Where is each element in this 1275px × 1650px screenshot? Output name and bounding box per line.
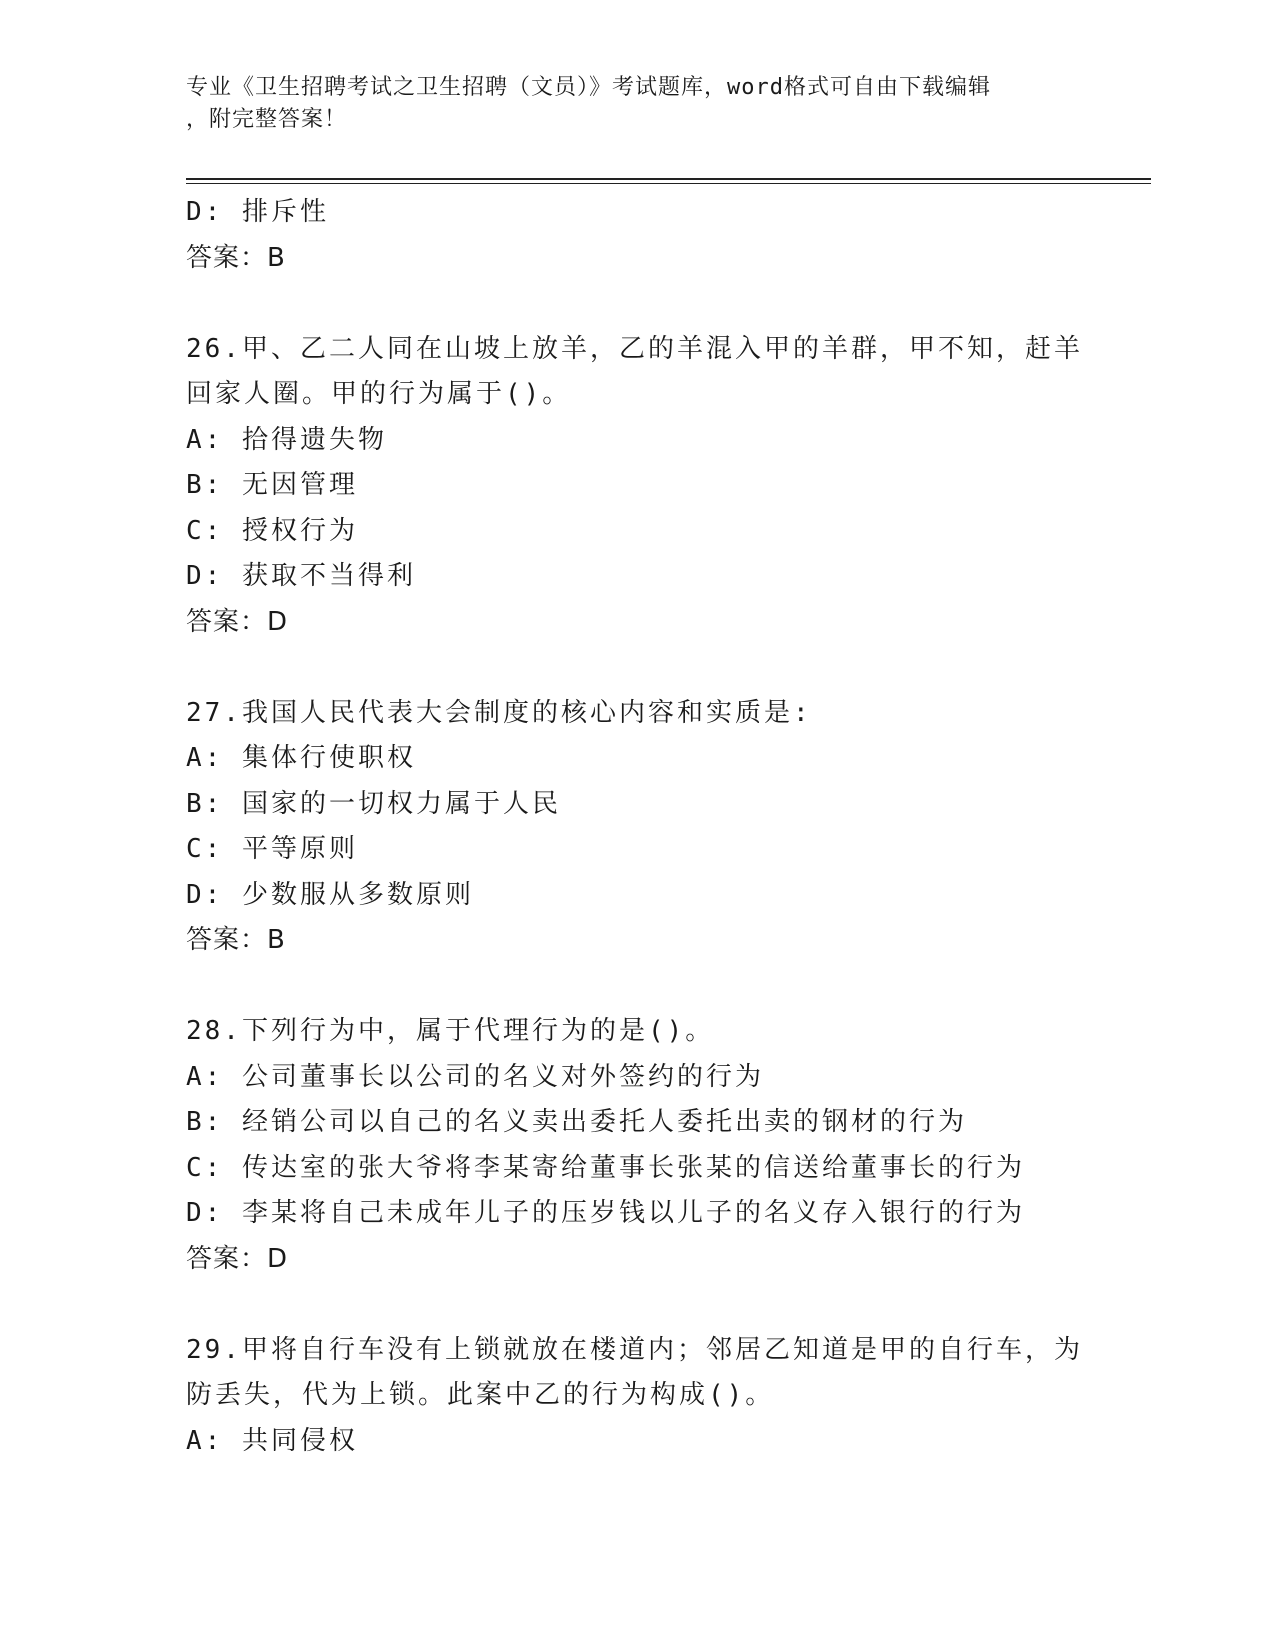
option-d: D: 获取不当得利 [186,561,416,591]
question-stem-line: 26.甲、乙二人同在山坡上放羊，乙的羊混入甲的羊群，甲不知，赶羊 [186,333,1083,364]
option-a: A: 拾得遗失物 [186,424,387,455]
header-divider-thin [186,183,1151,184]
question-stem-line: 防丢失，代为上锁。此案中乙的行为构成()。 [186,1380,775,1410]
answer-label: 答案：D [186,1243,289,1274]
page-header [186,72,1066,136]
option-a: A: 公司董事长以公司的名义对外签约的行为 [186,1061,764,1092]
question-29 [186,1328,1086,1465]
answer-label: 答案：B [186,925,286,955]
option-b: B: 国家的一切权力属于人民 [186,788,561,819]
option-d: D: 少数服从多数原则 [186,879,474,910]
option-a: A: 集体行使职权 [186,743,416,773]
question-27 [186,691,1086,964]
question-26 [186,327,1086,646]
spacer [186,964,1086,1010]
option-c: C: 授权行为 [186,515,358,546]
spacer [186,645,1086,691]
question-28 [186,1009,1086,1282]
carryover-option-d: D: 排斥性 [186,197,329,227]
spacer [186,1282,1086,1328]
option-a: A: 共同侵权 [186,1425,358,1456]
header-divider-thick [186,178,1151,180]
question-stem-line: 28.下列行为中，属于代理行为的是()。 [186,1016,715,1046]
option-b: B: 经销公司以自己的名义卖出委托人委托出卖的钢材的行为 [186,1107,967,1137]
option-d: D: 李某将自己未成年儿子的压岁钱以儿子的名义存入银行的行为 [186,1198,1025,1228]
question-content [186,190,1086,1464]
question-stem-line: 29.甲将自行车没有上锁就放在楼道内；邻居乙知道是甲的自行车，为 [186,1334,1083,1365]
header-line-1: 专业《卫生招聘考试之卫生招聘（文员）》考试题库，word格式可自由下载编辑 [186,75,991,100]
option-c: C: 传达室的张大爷将李某寄给董事长张某的信送给董事长的行为 [186,1152,1025,1183]
option-c: C: 平等原则 [186,834,358,864]
spacer [186,281,1086,327]
option-b: B: 无因管理 [186,470,358,500]
question-stem-line: 回家人圈。甲的行为属于()。 [186,379,572,409]
header-line-2: ，附完整答案！ [186,107,348,132]
question-stem-line: 27.我国人民代表大会制度的核心内容和实质是: [186,697,812,728]
answer-label: 答案：D [186,606,289,637]
carryover-answer: 答案：B [186,242,286,273]
